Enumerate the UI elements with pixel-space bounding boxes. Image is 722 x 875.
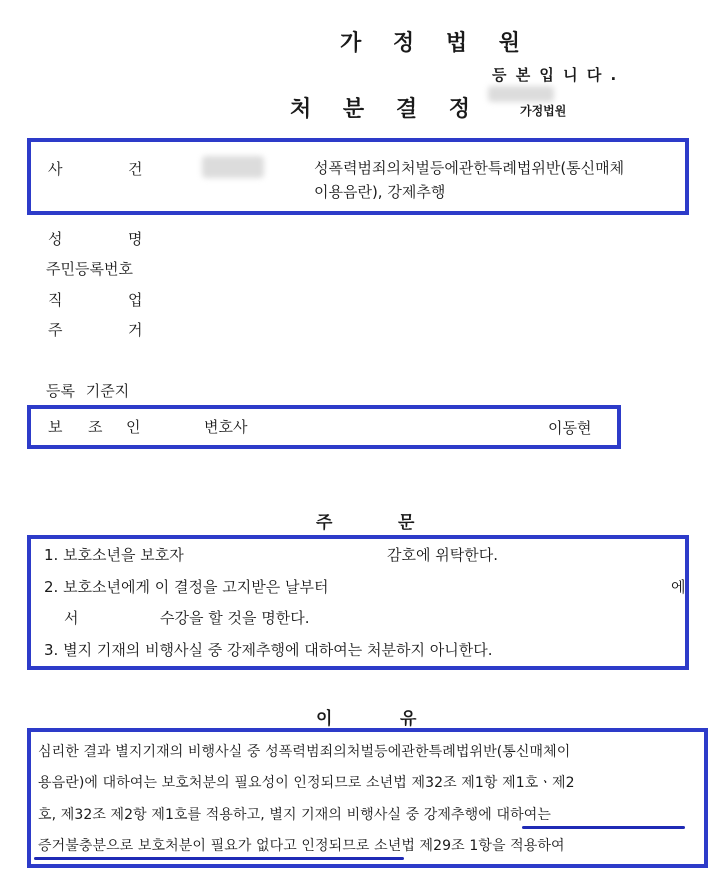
court-stamp: 가정법원 [520,104,567,118]
assistant-name: 이동현 [548,419,592,437]
order-item2-c: 서 [64,609,79,627]
assistant-label-2: 조 [88,418,103,436]
order-item1-b: 감호에 위탁한다. [387,546,498,564]
assistant-label-1: 보 [48,418,63,436]
reason-line1: 심리한 결과 별지기재의 비행사실 중 성폭력범죄의처벌등에관한특례법위반(통신매체이 [38,744,571,760]
field-resident-number: 주민등록번호 [46,260,133,278]
highlight-underline [522,826,685,829]
reason-heading-2: 유 [400,709,417,729]
registration-label: 등록 기준지 [46,382,130,400]
assistant-label-3: 인 [126,418,141,436]
case-name-line2: 이용음란), 강제추행 [314,183,446,201]
order-item2-d: 수강을 할 것을 명한다. [160,609,310,627]
case-label-geon: 건 [128,160,143,178]
order-item2-b: 에 [671,578,686,596]
order-item2-a: 2. 보호소년에게 이 결정을 고지받은 날부터 [44,578,329,596]
highlight-underline [34,857,404,860]
field-job-left: 직 [48,291,63,309]
reason-line2: 용음란)에 대하여는 보호처분의 필요성이 인정되므로 소년법 제32조 제1항 제1호ㆍ제2 [38,775,575,791]
field-job-right: 업 [128,291,143,309]
court-title: 가 정 법 원 [340,31,532,56]
reason-line4: 증거불충분으로 보호처분이 필요가 없다고 인정되므로 소년법 제29조 1항을 적용하여 [38,838,565,854]
case-name-line1: 성폭력범죄의처벌등에관한특례법위반(통신매체 [314,159,625,177]
field-address-left: 주 [48,321,63,339]
case-label-sa: 사 [48,160,63,178]
reason-line3: 호, 제32조 제2항 제1호를 적용하고, 별지 기재의 비행사실 중 강제추행에 대하여는 [38,807,551,823]
case-number-redacted [202,156,264,178]
decision-title: 처 분 결 정 [290,97,482,122]
redacted-block [488,86,554,102]
field-address-right: 거 [128,321,143,339]
assistant-title: 변호사 [204,418,248,436]
order-heading-1: 주 [316,513,333,533]
order-item3: 3. 별지 기재의 비행사실 중 강제추행에 대하여는 처분하지 아니한다. [44,641,493,659]
order-item1-a: 1. 보호소년을 보호자 [44,546,184,564]
assistant-box [27,405,621,449]
reason-heading-1: 이 [316,709,333,729]
field-name-right: 명 [128,230,143,248]
field-name-left: 성 [48,230,63,248]
certified-copy-stamp: 등 본 입 니 다 . [492,66,619,84]
order-heading-2: 문 [398,513,415,533]
